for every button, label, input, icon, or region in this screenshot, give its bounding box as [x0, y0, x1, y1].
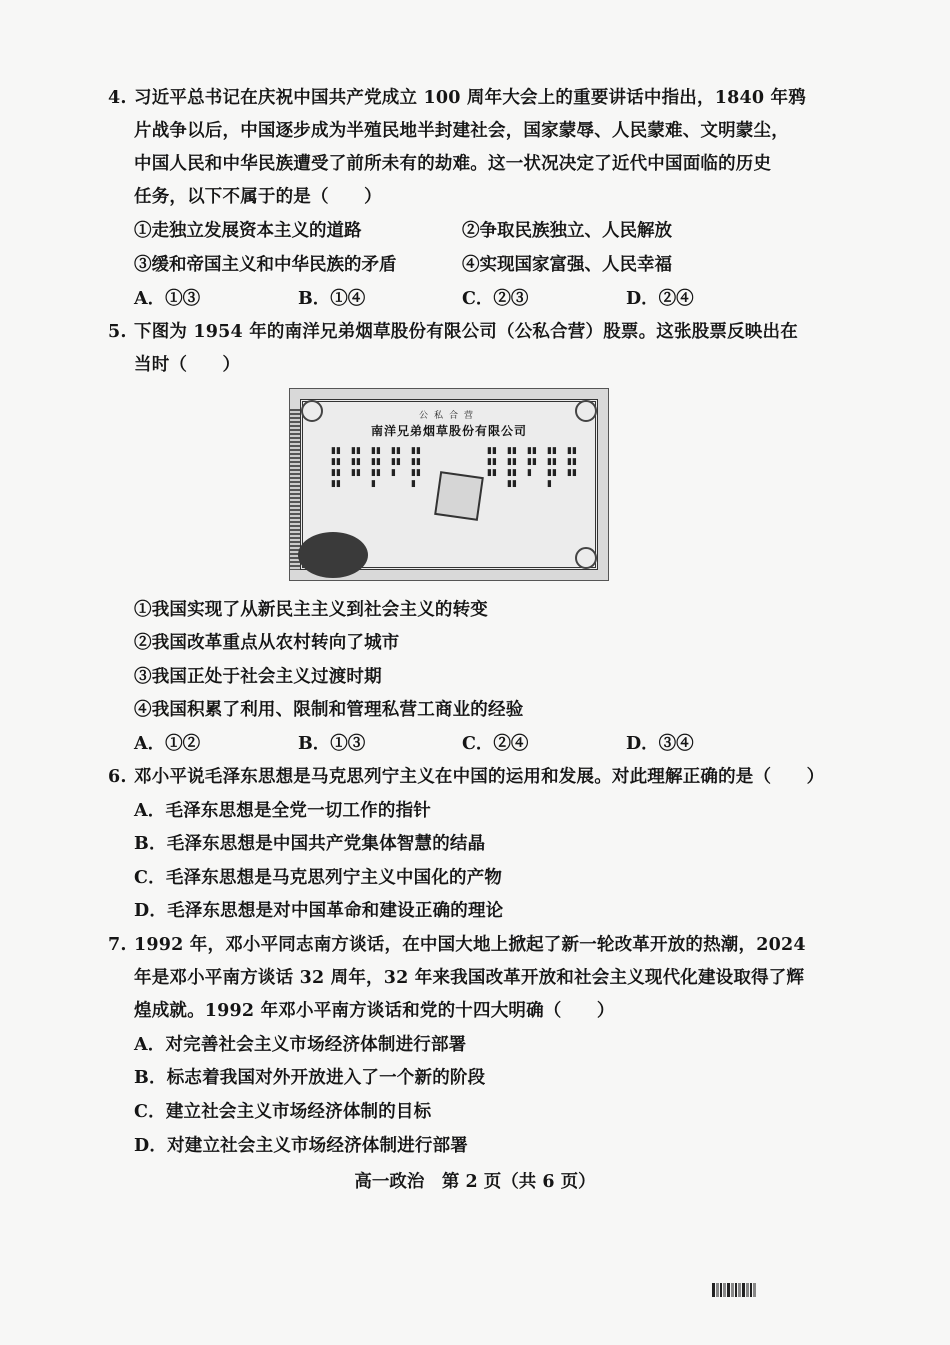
q5-line-1: [108, 320, 798, 344]
q6-number: 6.: [108, 767, 127, 787]
q7-line-2: 年是邓小平南方谈话 32 周年，32 年来我国改革开放和社会主义现代化建设取得了辉: [134, 968, 805, 988]
q6-text-1: 邓小平说毛泽东思想是马克思列宁主义在中国的运用和发展。对此理解正确的是（ ）: [134, 767, 825, 787]
q4-line-1: [108, 86, 806, 110]
corner-ornament: [575, 547, 597, 569]
q4-line-4: 任务，以下不属于的是（ ）: [134, 187, 382, 207]
q5-choice-c[interactable]: C．②④: [462, 734, 529, 754]
q4-item-2: ②争取民族独立、人民解放: [462, 221, 672, 241]
certificate-column: ▮▮▮▮▮▮▮: [547, 446, 557, 489]
certificate-column: ▮▮▮▮▮▮▮▮: [331, 446, 341, 489]
certificate-column: ▮▮▮▮▮: [391, 446, 401, 478]
q6-line-1: [108, 765, 824, 789]
q4-number: 4.: [108, 88, 127, 108]
q7-text-1: 1992 年，邓小平同志南方谈话，在中国大地上掀起了新一轮改革开放的热潮，2024: [134, 935, 806, 955]
q5-item-4: ④我国积累了利用、限制和管理私营工商业的经验: [134, 700, 524, 720]
q7-option-c[interactable]: C．建立社会主义市场经济体制的目标: [134, 1102, 432, 1122]
certificate-stamp-blot: [298, 532, 368, 578]
q4-choice-d[interactable]: D．②④: [626, 289, 694, 309]
certificate-company-name: 南洋兄弟烟草股份有限公司: [370, 424, 527, 438]
q5-item-2: ②我国改革重点从农村转向了城市: [134, 633, 400, 653]
q7-number: 7.: [108, 935, 127, 955]
certificate-side-border: [290, 409, 300, 570]
certificate-header: 公私合营: [418, 411, 479, 421]
corner-ornament: [301, 400, 323, 422]
q5-choice-d[interactable]: D．③④: [626, 734, 694, 754]
q6-option-c[interactable]: C．毛泽东思想是马克思列宁主义中国化的产物: [134, 868, 503, 888]
q4-item-3: ③缓和帝国主义和中华民族的矛盾: [134, 255, 397, 275]
q5-line-2: 当时（ ）: [134, 355, 241, 375]
certificate-column: ▮▮▮▮▮▮: [487, 446, 497, 478]
q7-line-3: 煌成就。1992 年邓小平南方谈话和党的十四大明确（ ）: [134, 1001, 615, 1021]
certificate-column: ▮▮▮▮▮▮: [351, 446, 361, 478]
q7-option-b[interactable]: B．标志着我国对外开放进入了一个新的阶段: [134, 1068, 486, 1088]
q5-text-1: 下图为 1954 年的南洋兄弟烟草股份有限公司（公私合营）股票。这张股票反映出在: [134, 322, 798, 342]
certificate-column: ▮▮▮▮▮▮▮: [371, 446, 381, 489]
q4-text-1: 习近平总书记在庆祝中国共产党成立 100 周年大会上的重要讲话中指出，1840 年鸦: [134, 88, 806, 108]
q5-item-3: ③我国正处于社会主义过渡时期: [134, 667, 382, 687]
q4-item-4: ④实现国家富强、人民幸福: [462, 255, 672, 275]
q5-choice-b[interactable]: B．①③: [298, 734, 366, 754]
q5-number: 5.: [108, 322, 127, 342]
corner-ornament: [575, 400, 597, 422]
q4-item-1: ①走独立发展资本主义的道路: [134, 221, 362, 241]
q6-option-a[interactable]: A．毛泽东思想是全党一切工作的指针: [134, 801, 431, 821]
q7-option-a[interactable]: A．对完善社会主义市场经济体制进行部署: [134, 1035, 467, 1055]
q5-choice-a[interactable]: A．①②: [134, 734, 201, 754]
certificate-column: ▮▮▮▮▮: [527, 446, 537, 478]
page-footer: 高一政治 第 2 页（共 6 页）: [354, 1172, 596, 1192]
q4-choice-c[interactable]: C．②③: [462, 289, 529, 309]
q6-option-d[interactable]: D．毛泽东思想是对中国革命和建设正确的理论: [134, 901, 504, 921]
qr-code-icon: [712, 1283, 756, 1297]
q4-line-2: 片战争以后，中国逐步成为半殖民地半封建社会，国家蒙辱、人民蒙难、文明蒙尘，: [134, 121, 789, 141]
q4-choice-b[interactable]: B．①④: [298, 289, 366, 309]
q7-line-1: [108, 933, 806, 957]
q4-line-3: 中国人民和中华民族遭受了前所未有的劫难。这一状况决定了近代中国面临的历史: [134, 154, 772, 174]
stock-certificate-image: [289, 388, 609, 581]
q6-option-b[interactable]: B．毛泽东思想是中国共产党集体智慧的结晶: [134, 834, 486, 854]
q5-item-1: ①我国实现了从新民主主义到社会主义的转变: [134, 600, 488, 620]
certificate-seal: [434, 471, 484, 521]
certificate-column: ▮▮▮▮▮▮: [567, 446, 577, 478]
q7-option-d[interactable]: D．对建立社会主义市场经济体制进行部署: [134, 1136, 468, 1156]
certificate-column: ▮▮▮▮▮▮▮▮: [507, 446, 517, 489]
certificate-column: ▮▮▮▮▮▮▮: [411, 446, 421, 489]
q4-choice-a[interactable]: A．①③: [134, 289, 201, 309]
